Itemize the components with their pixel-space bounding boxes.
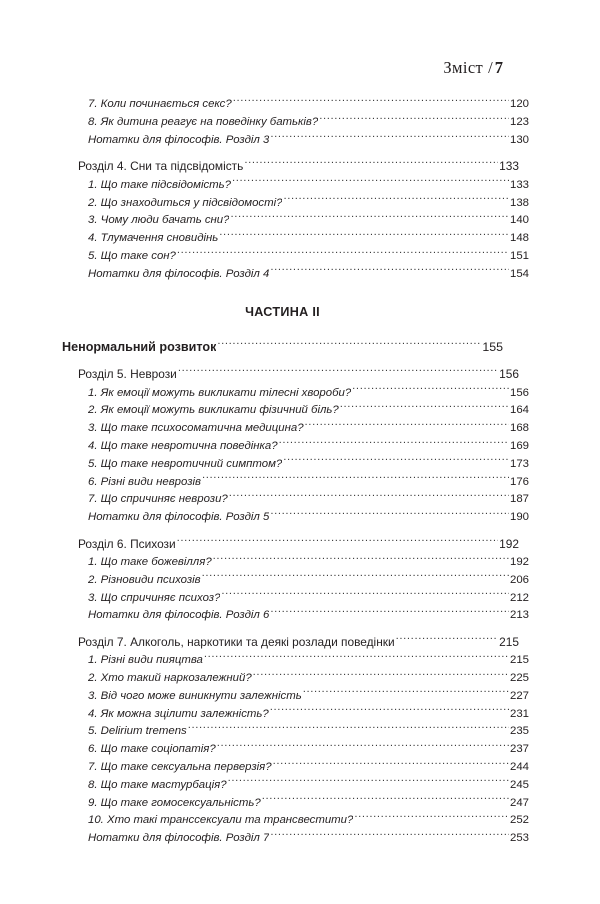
toc-entry-label: 1. Що таке підсвідомість? [88, 178, 231, 191]
toc-dot-leader [270, 509, 509, 520]
toc-group [62, 96, 529, 149]
toc-dot-leader [213, 554, 509, 565]
toc-entry-chapter[interactable] [62, 633, 519, 652]
toc-entry-label: 4. Тлумачення сновидінь [88, 232, 219, 245]
toc-entry-section[interactable] [62, 670, 529, 688]
toc-dot-leader [270, 265, 509, 276]
toc-group [62, 157, 529, 283]
toc-entry-label: Розділ 4. Сни та підсвідомість [78, 159, 244, 174]
toc-entry-label: 2. Хто такий наркозалежний? [88, 671, 252, 684]
toc-entry-page-number: 215 [509, 654, 529, 667]
toc-entry-section[interactable] [62, 455, 529, 473]
toc-dot-leader [354, 812, 509, 823]
toc-entry-section[interactable] [62, 812, 529, 830]
toc-entry-label: 1. Як емоції можуть викликати тілесні хвороби? [88, 386, 352, 399]
toc-entry-page-number: 138 [509, 196, 529, 209]
toc-entry-label: 4. Як можна зцілити залежність? [88, 707, 269, 720]
toc-dot-leader [262, 794, 509, 805]
part-divider-heading: ЧАСТИНА II [245, 305, 320, 320]
toc-entry-label: 5. Що таке невротичний симптом? [88, 457, 283, 470]
toc-entry-label: Нотатки для філософів. Розділ 5 [88, 511, 270, 524]
toc-entry-label: 7. Коли починається секс? [88, 98, 232, 111]
toc-entry-page-number: 176 [509, 475, 529, 488]
toc-entry-page-number: 169 [509, 439, 529, 452]
toc-entry-section[interactable] [62, 473, 529, 491]
toc-dot-leader [253, 670, 509, 681]
toc-entry-label: 7. Що спричиняє неврози? [88, 493, 228, 506]
toc-dot-leader [279, 438, 509, 449]
running-head-separator: / [488, 58, 493, 77]
toc-entry-page-number: 253 [509, 832, 529, 845]
toc-entry-section[interactable] [62, 794, 529, 812]
toc-dot-leader [229, 491, 509, 502]
toc-entry-page-number: 151 [509, 249, 529, 262]
toc-dot-leader [270, 830, 509, 841]
toc-entry-page-number: 252 [509, 814, 529, 827]
toc-entry-page-number: 213 [509, 609, 529, 622]
toc-entry-label: Розділ 5. Неврози [78, 367, 177, 382]
toc-entry-page-number: 133 [509, 178, 529, 191]
toc-entry-page-number: 164 [509, 404, 529, 417]
toc-dot-leader [270, 132, 509, 143]
toc-dot-leader [396, 634, 499, 646]
toc-entry-section[interactable] [62, 176, 529, 194]
toc-entry-section[interactable] [62, 194, 529, 212]
toc-entry-label: 3. Від чого може виникнути залежність [88, 689, 302, 702]
toc-dot-leader [244, 159, 498, 171]
toc-dot-leader [178, 366, 498, 378]
toc-dot-leader [204, 652, 509, 663]
table-of-contents [62, 96, 529, 848]
toc-entry-label: Нотатки для філософів. Розділ 3 [88, 133, 270, 146]
toc-dot-leader [202, 473, 509, 484]
toc-entry-label: 6. Що таке соціопатія? [88, 743, 216, 756]
toc-entry-section[interactable] [62, 759, 529, 777]
toc-entry-label: 9. Що таке гомосексуальність? [88, 796, 261, 809]
toc-entry-page-number: 192 [499, 536, 519, 551]
toc-entry-section[interactable] [62, 554, 529, 572]
toc-entry-label: 7. Що таке сексуальна перверзія? [88, 760, 272, 773]
toc-entry-label: Розділ 7. Алкоголь, наркотики та деякі розлади поведінки [78, 634, 395, 649]
toc-entry-section[interactable] [62, 705, 529, 723]
toc-entry-label: 4. Що таке невротична поведінка? [88, 439, 278, 452]
toc-entry-section[interactable] [62, 114, 529, 132]
toc-group [62, 535, 529, 625]
toc-entry-chapter[interactable] [62, 535, 519, 554]
toc-entry-page-number: 156 [509, 386, 529, 399]
toc-dot-leader [283, 194, 509, 205]
toc-entry-label: 8. Як дитина реагує на поведінку батьків? [88, 116, 319, 129]
toc-entry-label: 3. Що таке психосоматична медицина? [88, 422, 304, 435]
toc-entry-section[interactable] [62, 265, 529, 283]
toc-dot-leader [230, 212, 509, 223]
toc-entry-page-number: 247 [509, 796, 529, 809]
toc-entry-section[interactable] [62, 509, 529, 527]
toc-dot-leader [305, 420, 509, 431]
toc-entry-page-number: 244 [509, 760, 529, 773]
toc-entry-label: 3. Чому люди бачать сни? [88, 214, 230, 227]
toc-dot-leader [352, 384, 509, 395]
toc-dot-leader [283, 455, 509, 466]
toc-group [62, 365, 529, 526]
toc-entry-section[interactable] [62, 741, 529, 759]
toc-entry-page-number: 173 [509, 457, 529, 470]
running-head-page-number: 7 [494, 58, 503, 77]
toc-dot-leader [303, 687, 509, 698]
toc-entry-label: 2. Як емоції можуть викликати фізичний біль? [88, 404, 339, 417]
toc-entry-label: 10. Хто такі транссексуали та трансвестити? [88, 814, 354, 827]
toc-dot-leader [221, 589, 509, 600]
toc-entry-page-number: 123 [509, 116, 529, 129]
toc-entry-chapter[interactable] [62, 157, 519, 176]
toc-entry-label: 2. Різновиди психозів [88, 573, 201, 586]
toc-entry-label: Нотатки для філософів. Розділ 4 [88, 267, 270, 280]
toc-entry-label: 1. Різні види пияцтва [88, 654, 203, 667]
toc-entry-section[interactable] [62, 571, 529, 589]
toc-entry-section[interactable] [62, 723, 529, 741]
toc-entry-page-number: 140 [509, 214, 529, 227]
toc-entry-section[interactable] [62, 491, 529, 509]
toc-entry-section[interactable] [62, 384, 529, 402]
toc-dot-leader [217, 741, 509, 752]
toc-entry-label: 5. Що таке сон? [88, 249, 176, 262]
toc-entry-label: 1. Що таке божевілля? [88, 555, 212, 568]
toc-dot-leader [273, 759, 509, 770]
toc-group [62, 337, 503, 357]
toc-dot-leader [219, 230, 509, 241]
toc-dot-leader [233, 96, 509, 107]
toc-entry-page-number: 130 [509, 133, 529, 146]
toc-entry-label: Нотатки для філософів. Розділ 6 [88, 609, 270, 622]
toc-entry-section[interactable] [62, 248, 529, 266]
toc-entry-page-number: 156 [499, 367, 519, 382]
toc-group [62, 633, 529, 848]
toc-entry-section[interactable] [62, 652, 529, 670]
toc-entry-page-number: 155 [482, 340, 503, 355]
toc-dot-leader [202, 571, 509, 582]
toc-entry-page-number: 225 [509, 671, 529, 684]
toc-entry-section[interactable] [62, 589, 529, 607]
toc-dot-leader [228, 776, 509, 787]
toc-section-after-divider [62, 337, 529, 847]
toc-entry-page-number: 187 [509, 493, 529, 506]
toc-dot-leader [217, 339, 481, 352]
toc-entry-page-number: 192 [509, 555, 529, 568]
running-head-title: Зміст [443, 58, 484, 77]
toc-entry-section[interactable] [62, 687, 529, 705]
running-head [78, 58, 503, 78]
toc-entry-label: 3. Що спричиняє психоз? [88, 591, 221, 604]
toc-entry-page-number: 120 [509, 98, 529, 111]
toc-entry-section[interactable] [62, 212, 529, 230]
toc-entry-page-number: 154 [509, 267, 529, 280]
toc-dot-leader [340, 402, 509, 413]
toc-entry-section[interactable] [62, 132, 529, 150]
toc-entry-label: 8. Що таке мастурбація? [88, 778, 227, 791]
toc-entry-page-number: 235 [509, 725, 529, 738]
toc-entry-page-number: 168 [509, 422, 529, 435]
toc-entry-section[interactable] [62, 438, 529, 456]
toc-dot-leader [177, 536, 499, 548]
toc-entry-part[interactable] [62, 337, 503, 357]
toc-entry-page-number: 227 [509, 689, 529, 702]
toc-entry-section[interactable] [62, 96, 529, 114]
toc-entry-page-number: 206 [509, 573, 529, 586]
toc-entry-page-number: 215 [499, 634, 519, 649]
toc-entry-section[interactable] [62, 420, 529, 438]
toc-entry-page-number: 212 [509, 591, 529, 604]
toc-entry-page-number: 237 [509, 743, 529, 756]
toc-entry-page-number: 231 [509, 707, 529, 720]
toc-entry-section[interactable] [62, 402, 529, 420]
toc-dot-leader [232, 176, 509, 187]
toc-entry-page-number: 133 [499, 159, 519, 174]
toc-entry-chapter[interactable] [62, 365, 519, 384]
toc-entry-label: Нотатки для філософів. Розділ 7 [88, 832, 270, 845]
toc-entry-label: Ненормальний розвиток [62, 340, 217, 355]
toc-entry-section[interactable] [62, 776, 529, 794]
toc-dot-leader [270, 607, 509, 618]
toc-entry-page-number: 148 [509, 232, 529, 245]
toc-dot-leader [270, 705, 509, 716]
toc-entry-section[interactable] [62, 830, 529, 848]
toc-dot-leader [188, 723, 509, 734]
toc-entry-label: 6. Різні види неврозів [88, 475, 201, 488]
toc-section-before-divider [62, 96, 529, 283]
toc-entry-section[interactable] [62, 607, 529, 625]
toc-entry-page-number: 245 [509, 778, 529, 791]
toc-entry-label: 5. Delirium tremens [88, 725, 187, 738]
toc-entry-label: 2. Що знаходиться у підсвідомості? [88, 196, 283, 209]
toc-dot-leader [319, 114, 509, 125]
toc-entry-page-number: 190 [509, 511, 529, 524]
toc-entry-section[interactable] [62, 230, 529, 248]
toc-dot-leader [177, 248, 509, 259]
toc-entry-label: Розділ 6. Психози [78, 536, 176, 551]
